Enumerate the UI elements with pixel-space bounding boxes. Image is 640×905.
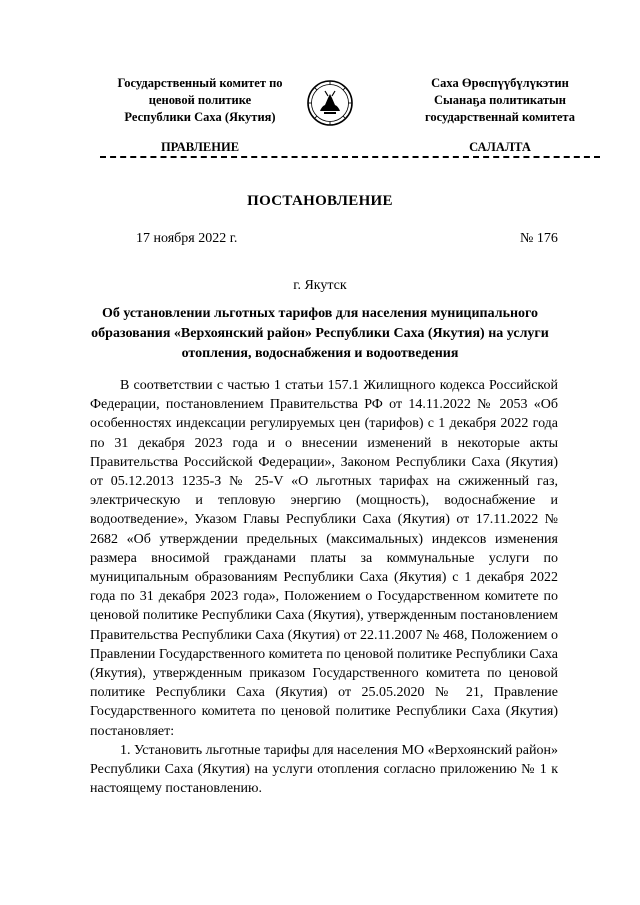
header-right-line-2: Сыанаҕа политикатын	[434, 93, 566, 107]
coat-of-arms-emblem-icon	[306, 79, 354, 127]
header-divider	[100, 156, 600, 158]
document-type: ПОСТАНОВЛЕНИЕ	[247, 193, 393, 209]
header-right-line-3: государственнай комитета	[425, 110, 575, 124]
document-date: 17 ноября 2022 г.	[136, 231, 238, 246]
header-right-line-1: Саха Өрөспүүбүлүкэтин	[431, 76, 569, 90]
header-left-line-1: Государственный комитет по	[117, 76, 283, 90]
board-label-left: ПРАВЛЕНИЕ	[160, 140, 240, 154]
document-title: Об установлении льготных тарифов для населения муниципального образования «Верхоянский район» Республики Саха (Якутия) на услуги отопления, водоснабжения и водоотведения	[91, 306, 549, 361]
body-paragraph-2: 1. Установить льготные тарифы для населения МО «Верхоянский район» Республики Саха (Якутия) на услуги отопления согласно приложению № 1 к настоящему постановлению.	[90, 742, 558, 797]
header-left-line-3: Республики Саха (Якутия)	[124, 110, 276, 124]
header-left-line-2: ценовой политике	[148, 93, 252, 107]
board-label-right: САЛАЛТА	[469, 140, 531, 154]
document-body	[90, 376, 558, 798]
body-paragraph-1: В соответствии с частью 1 статьи 157.1 Жилищного кодекса Российской Федерации, постановлением Правительства РФ от 14.11.2022 № 2053 «Об особенностях индексации регулируемых цен (тарифов) с 1 декабря 2022 года по 31 декабря 2023 года и о внесении изменений в некоторые акты Правительства Российской Федерации», Законом Республики Саха (Якутия) от 05.12.2013 1235-З № 25-V «О льготных тарифах на сжиженный газ, электрическую и тепловую энергию (мощность), водоснабжение и водоотведение», Указом Главы Республики Саха (Якутия) от 17.11.2022 № 2682 «Об утверждении предельных (максимальных) индексов изменения размера вносимой гражданами платы за коммунальные услуги по муниципальным образованиям Республики Саха (Якутия) с 1 декабря 2022 года по 31 декабря 2023 года», Положением о Государственном комитете по ценовой политике Республики Саха (Якутия), утвержденным постановлением Правительства Республики Саха (Якутия) от 22.11.2007 № 468, Положением о Правлении Государственного комитета по ценовой политике Республики Саха (Якутия), утвержденным приказом Государственного комитета по ценовой политике Республики Саха (Якутия) от 25.05.2020 № 21, Правление Государственного комитета по ценовой политике Республики Саха (Якутия) постановляет:	[90, 378, 558, 739]
header-left-org	[100, 75, 300, 126]
document-city: г. Якутск	[293, 278, 347, 293]
header-right-org	[400, 75, 600, 126]
document-number: № 176	[520, 231, 558, 246]
